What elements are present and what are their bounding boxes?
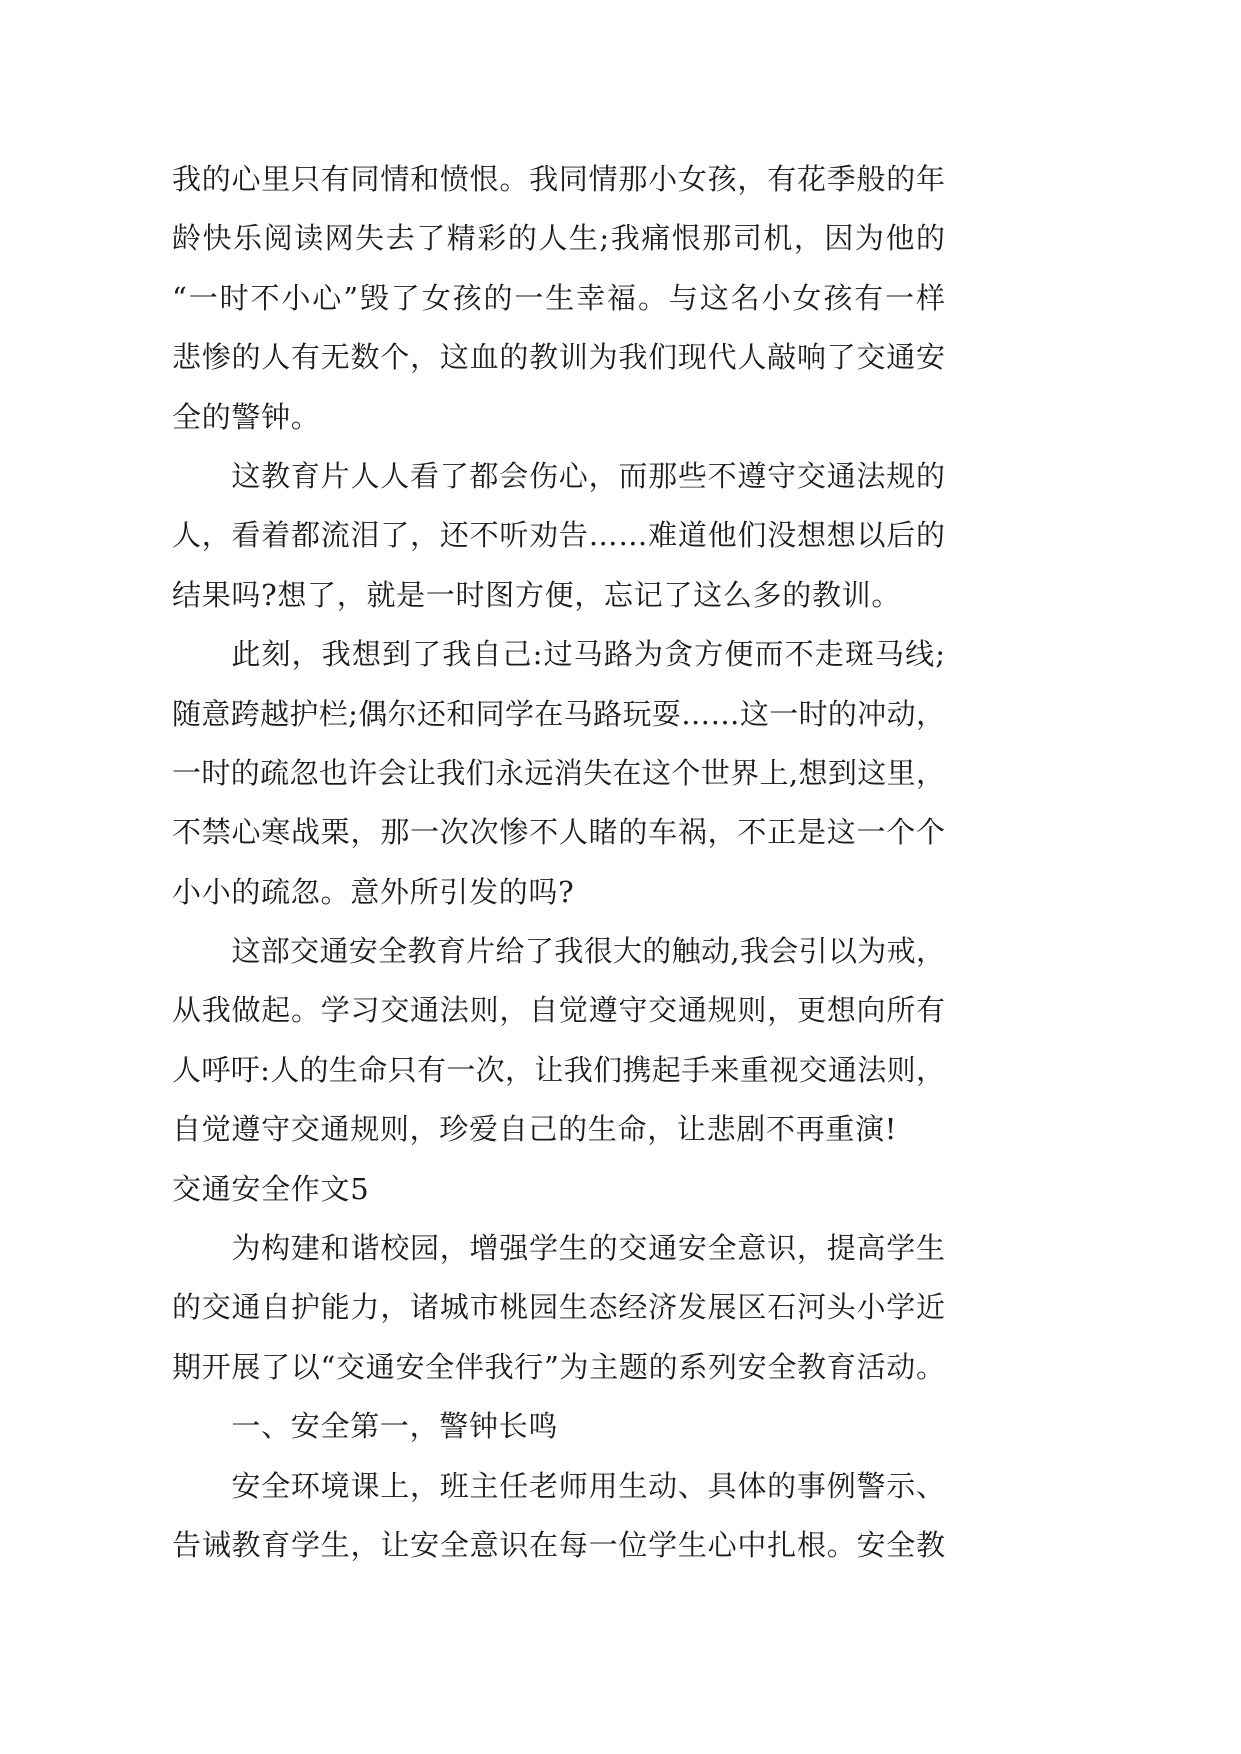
text-line: 结果吗?想了，就是一时图方便，忘记了这么多的教训。 <box>172 577 902 612</box>
text-line: 小小的疏忽。意外所引发的吗? <box>172 874 575 909</box>
text-line: “一时不小心”毁了女孩的一生幸福。与这名小女孩有一样 <box>172 280 947 315</box>
text-line: 全的警钟。 <box>172 399 321 434</box>
text-line: 我的心里只有同情和愤恨。我同情那小女孩，有花季般的年 <box>172 162 946 196</box>
text-line: 这教育片人人看了都会伤心，而那些不遵守交通法规的 <box>231 458 946 493</box>
text-line: 从我做起。学习交通法则，自觉遵守交通规则，更想向所有 <box>172 993 946 1028</box>
text-line: 安全环境课上，班主任老师用生动、具体的事例警示、 <box>231 1468 946 1503</box>
text-line: 不禁心寒战栗，那一次次惨不人睹的车祸，不正是这一个个 <box>172 815 946 850</box>
text-line: 悲惨的人有无数个，这血的教训为我们现代人敲响了交通安 <box>172 340 946 375</box>
text-line: 龄快乐阅读网失去了精彩的人生;我痛恨那司机，因为他的 <box>172 221 947 256</box>
document-body <box>172 150 945 1575</box>
text-line: 一时的疏忽也许会让我们永远消失在这个世界上,想到这里， <box>172 755 946 790</box>
paragraph <box>172 922 945 1160</box>
text-line: 自觉遵守交通规则，珍爱自己的生命，让悲剧不再重演! <box>172 1112 898 1147</box>
text-line: 此刻，我想到了我自己:过马路为贪方便而不走斑马线; <box>231 637 947 672</box>
text-line: 期开展了以“交通安全伴我行”为主题的系列安全教育活动。 <box>172 1349 946 1384</box>
paragraph <box>172 1457 945 1576</box>
section-heading: 一、安全第一，警钟长鸣 <box>231 1409 559 1444</box>
text-line: 这部交通安全教育片给了我很大的触动,我会引以为戒， <box>231 934 946 969</box>
paragraph <box>172 1219 945 1397</box>
paragraph <box>172 150 945 447</box>
paragraph <box>172 1397 945 1456</box>
text-line: 的交通自护能力，诸城市桃园生态经济发展区石河头小学近 <box>172 1290 946 1325</box>
paragraph <box>172 447 945 625</box>
text-line: 告诫教育学生，让安全意识在每一位学生心中扎根。安全教 <box>172 1527 946 1562</box>
paragraph <box>172 625 945 922</box>
text-line: 随意跨越护栏;偶尔还和同学在马路玩耍……这一时的冲动， <box>172 696 946 731</box>
text-line: 人呼吁:人的生命只有一次，让我们携起手来重视交通法则， <box>172 1052 946 1087</box>
essay-title: 交通安全作文5 <box>172 1171 370 1206</box>
text-line: 为构建和谐校园，增强学生的交通安全意识，提高学生 <box>231 1231 946 1266</box>
text-line: 人，看着都流泪了，还不听劝告……难道他们没想想以后的 <box>172 518 946 553</box>
